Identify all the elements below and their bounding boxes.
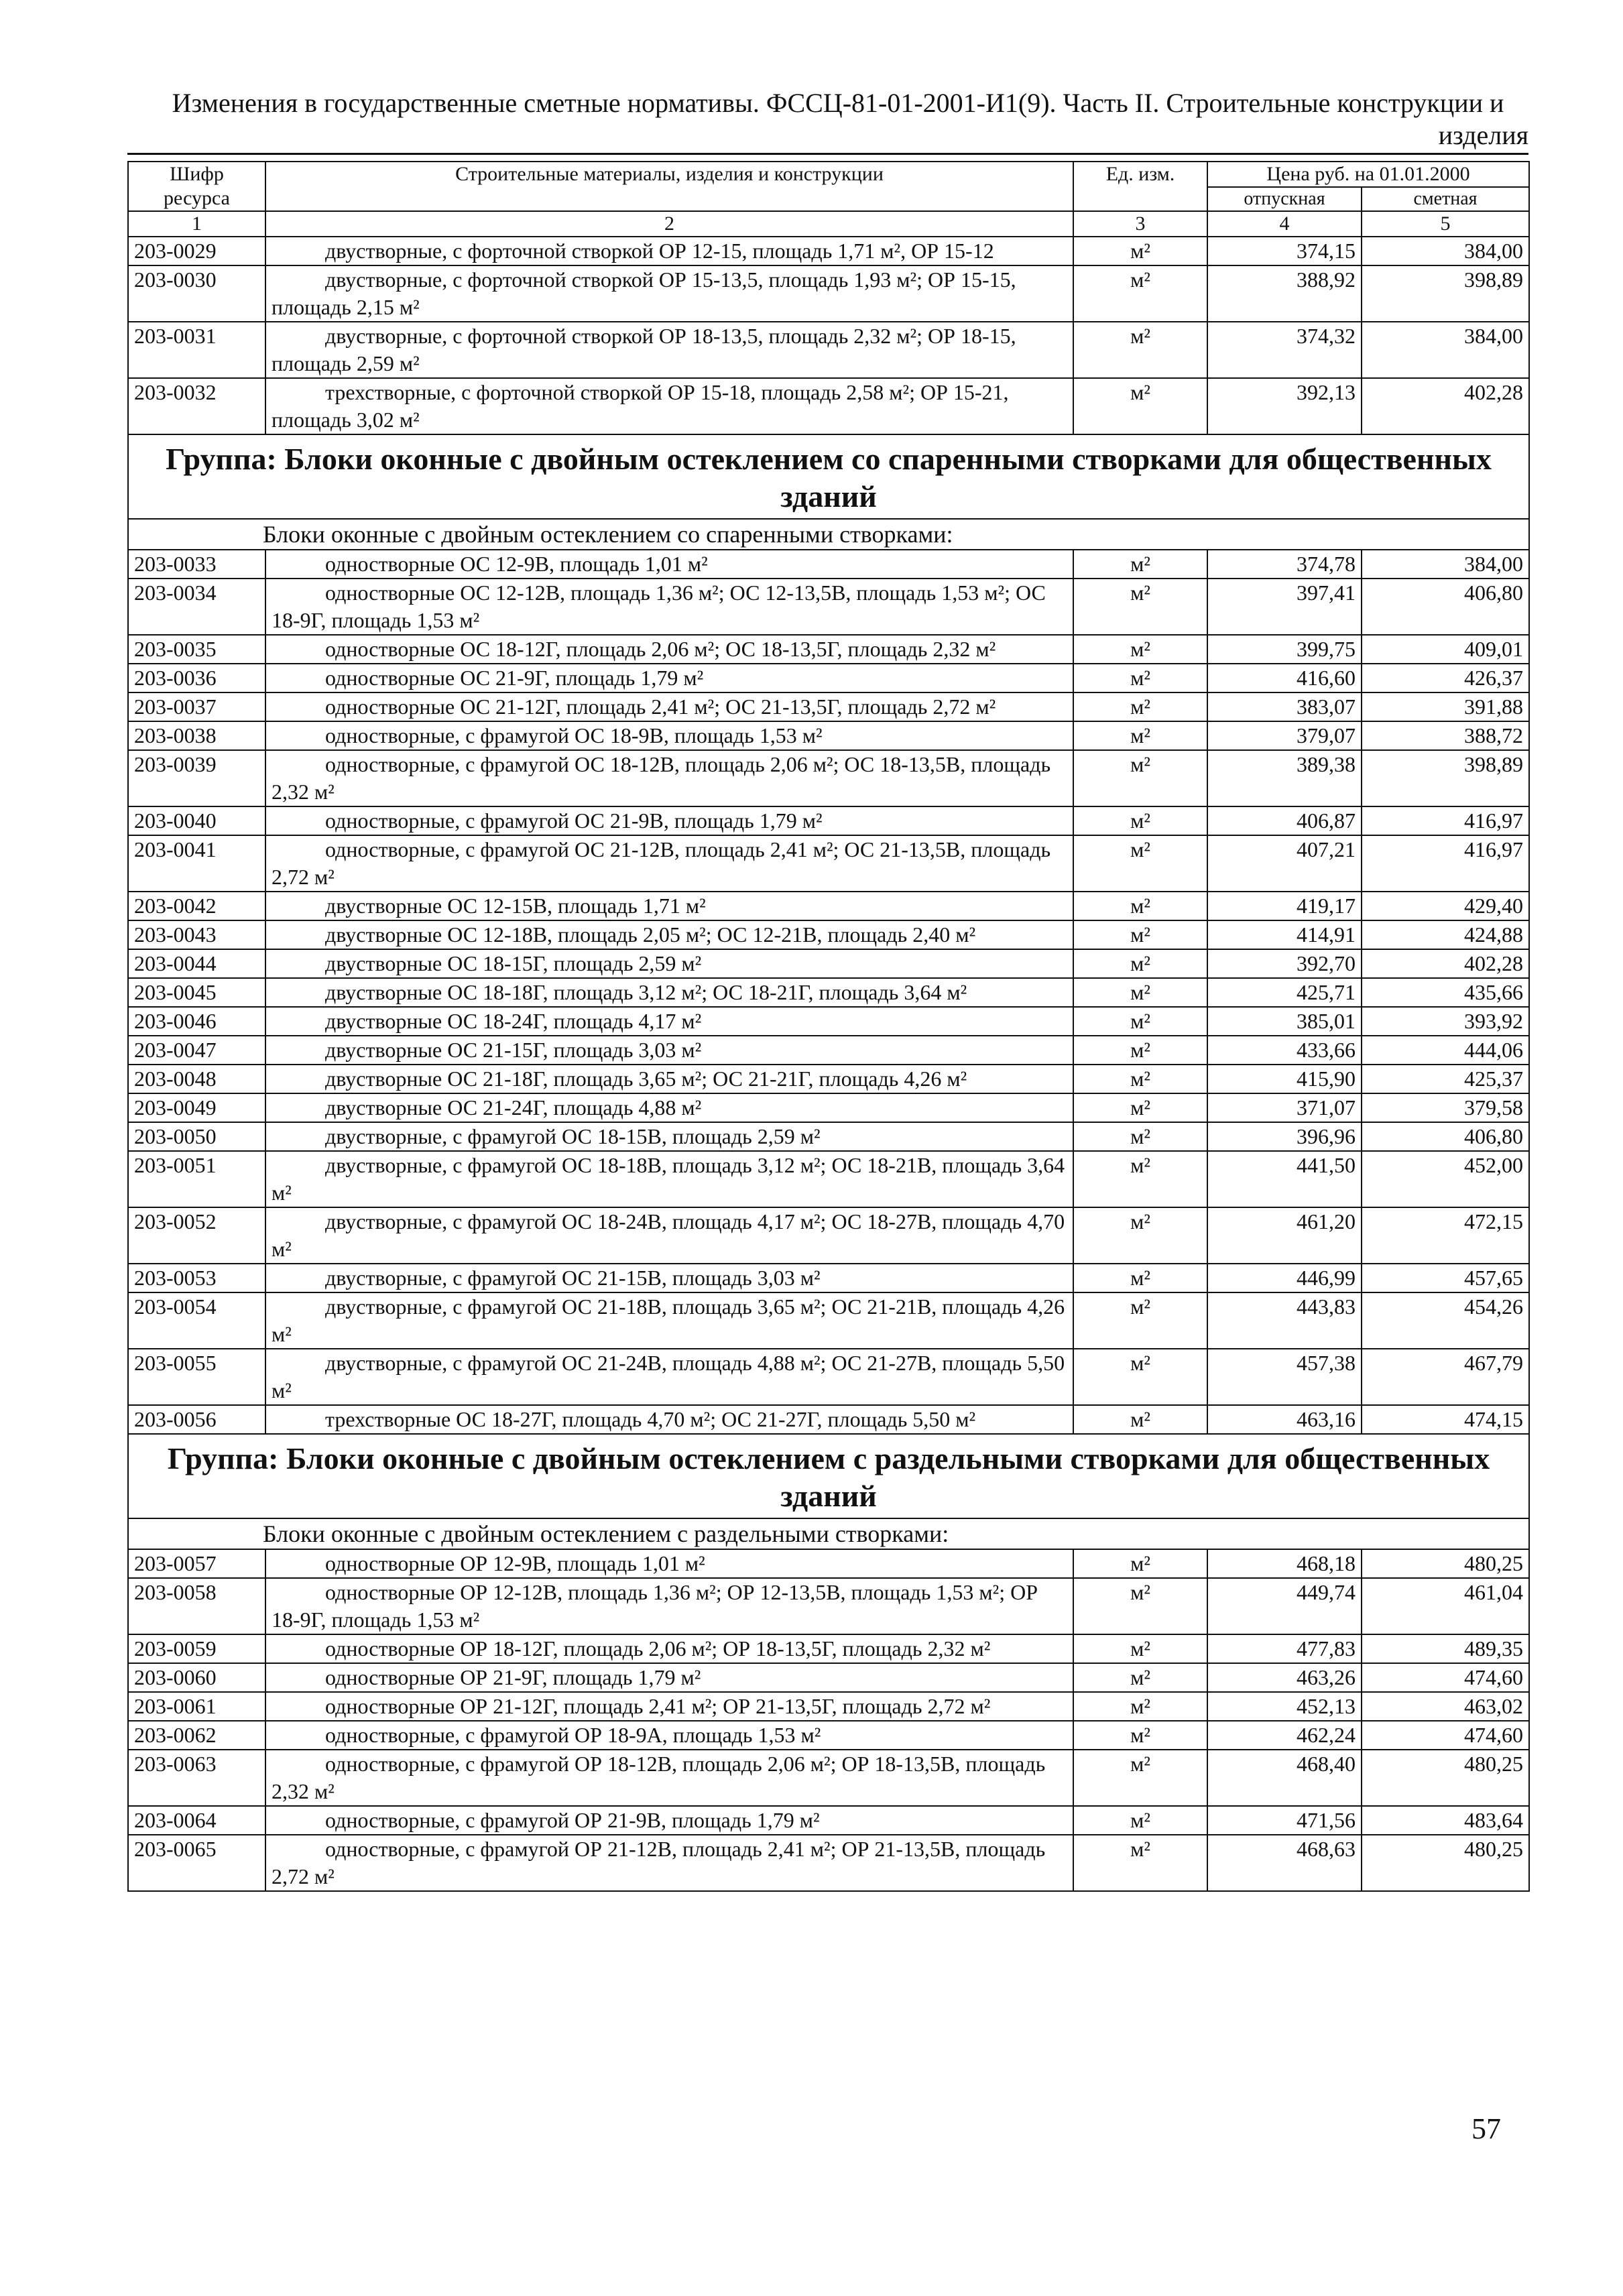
section-rows-b	[128, 550, 1529, 1434]
release-price: 468,18	[1207, 1549, 1362, 1578]
estimate-price: 454,26	[1362, 1292, 1529, 1349]
resource-code: 203-0065	[128, 1835, 265, 1891]
unit: м²	[1073, 1405, 1207, 1434]
unit: м²	[1073, 635, 1207, 664]
price-table	[127, 161, 1530, 1892]
estimate-price: 425,37	[1362, 1065, 1529, 1093]
estimate-price: 480,25	[1362, 1750, 1529, 1806]
table-row	[128, 1405, 1529, 1434]
estimate-price: 489,35	[1362, 1634, 1529, 1663]
table-row	[128, 750, 1529, 806]
item-name: одностворные, с фрамугой ОС 21-9В, площадь 1,79 м²	[265, 806, 1073, 835]
release-price: 389,38	[1207, 750, 1362, 806]
unit: м²	[1073, 920, 1207, 949]
table-row	[128, 664, 1529, 692]
col-header-release: отпускная	[1207, 187, 1362, 211]
resource-code: 203-0055	[128, 1349, 265, 1405]
page-number: 57	[1471, 2112, 1501, 2145]
resource-code: 203-0033	[128, 550, 265, 579]
item-name: одностворные, с фрамугой ОР 18-9А, площадь 1,53 м²	[265, 1721, 1073, 1750]
unit: м²	[1073, 1692, 1207, 1721]
table-row	[128, 1207, 1529, 1264]
table-row	[128, 1750, 1529, 1806]
unit: м²	[1073, 1663, 1207, 1692]
item-name: двустворные ОС 21-24Г, площадь 4,88 м²	[265, 1093, 1073, 1122]
table-row	[128, 635, 1529, 664]
resource-code: 203-0051	[128, 1151, 265, 1207]
resource-code: 203-0030	[128, 265, 265, 322]
release-price: 461,20	[1207, 1207, 1362, 1264]
estimate-price: 402,28	[1362, 378, 1529, 434]
header-line-1: Изменения в государственные сметные нормативы. ФССЦ-81-01-2001-И1(9). Часть II. Строительные конструкции и	[172, 88, 1504, 118]
item-name: одностворные ОС 12-12В, площадь 1,36 м²; ОС 12-13,5В, площадь 1,53 м²; ОС 18-9Г, площадь 1,53 м²	[265, 579, 1073, 635]
table-row	[128, 1122, 1529, 1151]
release-price: 462,24	[1207, 1721, 1362, 1750]
table-row	[128, 1578, 1529, 1634]
item-name: одностворные, с фрамугой ОР 21-9В, площадь 1,79 м²	[265, 1806, 1073, 1835]
estimate-price: 435,66	[1362, 978, 1529, 1007]
estimate-price: 416,97	[1362, 806, 1529, 835]
estimate-price: 429,40	[1362, 892, 1529, 920]
estimate-price: 416,97	[1362, 835, 1529, 892]
resource-code: 203-0049	[128, 1093, 265, 1122]
estimate-price: 398,89	[1362, 750, 1529, 806]
release-price: 457,38	[1207, 1349, 1362, 1405]
table-row	[128, 892, 1529, 920]
estimate-price: 384,00	[1362, 237, 1529, 265]
table-row	[128, 1835, 1529, 1891]
table-row	[128, 1806, 1529, 1835]
table-row	[128, 1036, 1529, 1065]
unit: м²	[1073, 1721, 1207, 1750]
unit: м²	[1073, 265, 1207, 322]
release-price: 392,70	[1207, 949, 1362, 978]
item-name: двустворные ОС 18-18Г, площадь 3,12 м²; ОС 18-21Г, площадь 3,64 м²	[265, 978, 1073, 1007]
estimate-price: 474,60	[1362, 1663, 1529, 1692]
unit: м²	[1073, 664, 1207, 692]
unit: м²	[1073, 1578, 1207, 1634]
item-name: одностворные ОС 21-9Г, площадь 1,79 м²	[265, 664, 1073, 692]
estimate-price: 474,60	[1362, 1721, 1529, 1750]
resource-code: 203-0048	[128, 1065, 265, 1093]
table-row	[128, 1093, 1529, 1122]
item-name: одностворные ОР 21-9Г, площадь 1,79 м²	[265, 1663, 1073, 1692]
resource-code: 203-0047	[128, 1036, 265, 1065]
table-row	[128, 1634, 1529, 1663]
table-row	[128, 1065, 1529, 1093]
column-number: 5	[1362, 211, 1529, 237]
unit: м²	[1073, 237, 1207, 265]
item-name: двустворные, с фрамугой ОС 18-18В, площадь 3,12 м²; ОС 18-21В, площадь 3,64 м²	[265, 1151, 1073, 1207]
estimate-price: 483,64	[1362, 1806, 1529, 1835]
resource-code: 203-0052	[128, 1207, 265, 1264]
item-name: одностворные ОС 12-9В, площадь 1,01 м²	[265, 550, 1073, 579]
estimate-price: 452,00	[1362, 1151, 1529, 1207]
release-price: 371,07	[1207, 1093, 1362, 1122]
item-name: двустворные, с форточной створкой ОР 18-13,5, площадь 2,32 м²; ОР 18-15, площадь 2,59 м²	[265, 322, 1073, 378]
table-row	[128, 1663, 1529, 1692]
unit: м²	[1073, 892, 1207, 920]
item-name: двустворные, с фрамугой ОС 21-18В, площадь 3,65 м²; ОС 21-21В, площадь 4,26 м²	[265, 1292, 1073, 1349]
unit: м²	[1073, 1292, 1207, 1349]
table-row	[128, 550, 1529, 579]
release-price: 419,17	[1207, 892, 1362, 920]
estimate-price: 379,58	[1362, 1093, 1529, 1122]
unit: м²	[1073, 579, 1207, 635]
table-row	[128, 1349, 1529, 1405]
item-name: трехстворные, с форточной створкой ОР 15-18, площадь 2,58 м²; ОР 15-21, площадь 3,02 м²	[265, 378, 1073, 434]
resource-code: 203-0039	[128, 750, 265, 806]
item-name: одностворные ОР 21-12Г, площадь 2,41 м²; ОР 21-13,5Г, площадь 2,72 м²	[265, 1692, 1073, 1721]
unit: м²	[1073, 1549, 1207, 1578]
release-price: 388,92	[1207, 265, 1362, 322]
resource-code: 203-0035	[128, 635, 265, 664]
release-price: 463,26	[1207, 1663, 1362, 1692]
release-price: 471,56	[1207, 1806, 1362, 1835]
release-price: 385,01	[1207, 1007, 1362, 1036]
estimate-price: 384,00	[1362, 322, 1529, 378]
estimate-price: 406,80	[1362, 579, 1529, 635]
resource-code: 203-0043	[128, 920, 265, 949]
release-price: 414,91	[1207, 920, 1362, 949]
unit: м²	[1073, 1835, 1207, 1891]
table-row	[128, 1007, 1529, 1036]
unit: м²	[1073, 721, 1207, 750]
item-name: трехстворные ОС 18-27Г, площадь 4,70 м²; ОС 21-27Г, площадь 5,50 м²	[265, 1405, 1073, 1434]
resource-code: 203-0060	[128, 1663, 265, 1692]
unit: м²	[1073, 1634, 1207, 1663]
estimate-price: 384,00	[1362, 550, 1529, 579]
item-name: одностворные ОС 21-12Г, площадь 2,41 м²; ОС 21-13,5Г, площадь 2,72 м²	[265, 692, 1073, 721]
estimate-price: 426,37	[1362, 664, 1529, 692]
release-price: 449,74	[1207, 1578, 1362, 1634]
release-price: 374,78	[1207, 550, 1362, 579]
estimate-price: 463,02	[1362, 1692, 1529, 1721]
resource-code: 203-0045	[128, 978, 265, 1007]
column-number: 2	[265, 211, 1073, 237]
release-price: 452,13	[1207, 1692, 1362, 1721]
column-number: 4	[1207, 211, 1362, 237]
table-row	[128, 978, 1529, 1007]
resource-code: 203-0054	[128, 1292, 265, 1349]
release-price: 399,75	[1207, 635, 1362, 664]
col-header-code: Шифр ресурса	[128, 162, 265, 211]
item-name: двустворные ОС 18-15Г, площадь 2,59 м²	[265, 949, 1073, 978]
release-price: 406,87	[1207, 806, 1362, 835]
column-number: 1	[128, 211, 265, 237]
item-name: одностворные ОС 18-12Г, площадь 2,06 м²; ОС 18-13,5Г, площадь 2,32 м²	[265, 635, 1073, 664]
item-name: двустворные ОС 21-18Г, площадь 3,65 м²; ОС 21-21Г, площадь 4,26 м²	[265, 1065, 1073, 1093]
release-price: 392,13	[1207, 378, 1362, 434]
release-price: 383,07	[1207, 692, 1362, 721]
table-row	[128, 1151, 1529, 1207]
page-header	[127, 87, 1528, 155]
release-price: 468,63	[1207, 1835, 1362, 1891]
table-row	[128, 949, 1529, 978]
table-row	[128, 237, 1529, 265]
unit: м²	[1073, 835, 1207, 892]
group-title: Группа: Блоки оконные с двойным остеклением с раздельными створками для общественных зданий	[128, 1434, 1529, 1518]
table-row	[128, 1292, 1529, 1349]
table-row	[128, 1264, 1529, 1292]
resource-code: 203-0057	[128, 1549, 265, 1578]
unit: м²	[1073, 1065, 1207, 1093]
release-price: 468,40	[1207, 1750, 1362, 1806]
release-price: 374,15	[1207, 237, 1362, 265]
col-header-name: Строительные материалы, изделия и конструкции	[265, 162, 1073, 211]
unit: м²	[1073, 1207, 1207, 1264]
table-row	[128, 1549, 1529, 1578]
resource-code: 203-0038	[128, 721, 265, 750]
unit: м²	[1073, 322, 1207, 378]
resource-code: 203-0040	[128, 806, 265, 835]
unit: м²	[1073, 1122, 1207, 1151]
estimate-price: 424,88	[1362, 920, 1529, 949]
release-price: 374,32	[1207, 322, 1362, 378]
unit: м²	[1073, 550, 1207, 579]
resource-code: 203-0063	[128, 1750, 265, 1806]
resource-code: 203-0041	[128, 835, 265, 892]
item-name: двустворные, с фрамугой ОС 18-15В, площадь 2,59 м²	[265, 1122, 1073, 1151]
release-price: 415,90	[1207, 1065, 1362, 1093]
item-name: одностворные, с фрамугой ОС 18-9В, площадь 1,53 м²	[265, 721, 1073, 750]
table-row	[128, 322, 1529, 378]
group-subtitle: Блоки оконные с двойным остеклением с раздельными створками:	[128, 1518, 1529, 1549]
col-header-unit: Ед. изм.	[1073, 162, 1207, 211]
item-name: одностворные, с фрамугой ОР 21-12В, площадь 2,41 м²; ОР 21-13,5В, площадь 2,72 м²	[265, 1835, 1073, 1891]
resource-code: 203-0050	[128, 1122, 265, 1151]
release-price: 379,07	[1207, 721, 1362, 750]
estimate-price: 393,92	[1362, 1007, 1529, 1036]
col-header-price: Цена руб. на 01.01.2000	[1207, 162, 1529, 187]
resource-code: 203-0053	[128, 1264, 265, 1292]
estimate-price: 457,65	[1362, 1264, 1529, 1292]
resource-code: 203-0034	[128, 579, 265, 635]
col-header-estimate: сметная	[1362, 187, 1529, 211]
column-number: 3	[1073, 211, 1207, 237]
unit: м²	[1073, 978, 1207, 1007]
unit: м²	[1073, 378, 1207, 434]
estimate-price: 409,01	[1362, 635, 1529, 664]
section-rows-c	[128, 1549, 1529, 1891]
estimate-price: 444,06	[1362, 1036, 1529, 1065]
unit: м²	[1073, 692, 1207, 721]
resource-code: 203-0044	[128, 949, 265, 978]
resource-code: 203-0029	[128, 237, 265, 265]
table-row	[128, 835, 1529, 892]
item-name: одностворные, с фрамугой ОР 18-12В, площадь 2,06 м²; ОР 18-13,5В, площадь 2,32 м²	[265, 1750, 1073, 1806]
item-name: двустворные, с фрамугой ОС 21-24В, площадь 4,88 м²; ОС 21-27В, площадь 5,50 м²	[265, 1349, 1073, 1405]
item-name: двустворные ОС 12-15В, площадь 1,71 м²	[265, 892, 1073, 920]
item-name: одностворные ОР 12-9В, площадь 1,01 м²	[265, 1549, 1073, 1578]
table-row	[128, 1721, 1529, 1750]
estimate-price: 480,25	[1362, 1549, 1529, 1578]
estimate-price: 388,72	[1362, 721, 1529, 750]
estimate-price: 402,28	[1362, 949, 1529, 978]
unit: м²	[1073, 1007, 1207, 1036]
resource-code: 203-0046	[128, 1007, 265, 1036]
release-price: 443,83	[1207, 1292, 1362, 1349]
release-price: 433,66	[1207, 1036, 1362, 1065]
unit: м²	[1073, 1036, 1207, 1065]
resource-code: 203-0042	[128, 892, 265, 920]
table-row	[128, 265, 1529, 322]
table-row	[128, 579, 1529, 635]
table-row	[128, 721, 1529, 750]
release-price: 407,21	[1207, 835, 1362, 892]
header-line-2: изделия	[1438, 120, 1528, 150]
estimate-price: 472,15	[1362, 1207, 1529, 1264]
resource-code: 203-0056	[128, 1405, 265, 1434]
estimate-price: 461,04	[1362, 1578, 1529, 1634]
estimate-price: 467,79	[1362, 1349, 1529, 1405]
unit: м²	[1073, 1349, 1207, 1405]
resource-code: 203-0062	[128, 1721, 265, 1750]
item-name: двустворные, с форточной створкой ОР 12-15, площадь 1,71 м², ОР 15-12	[265, 237, 1073, 265]
item-name: одностворные ОР 18-12Г, площадь 2,06 м²; ОР 18-13,5Г, площадь 2,32 м²	[265, 1634, 1073, 1663]
release-price: 416,60	[1207, 664, 1362, 692]
unit: м²	[1073, 806, 1207, 835]
release-price: 477,83	[1207, 1634, 1362, 1663]
item-name: двустворные, с фрамугой ОС 18-24В, площадь 4,17 м²; ОС 18-27В, площадь 4,70 м²	[265, 1207, 1073, 1264]
resource-code: 203-0058	[128, 1578, 265, 1634]
unit: м²	[1073, 1151, 1207, 1207]
unit: м²	[1073, 1093, 1207, 1122]
column-number-row	[128, 211, 1529, 237]
group-1	[128, 434, 1529, 550]
resource-code: 203-0059	[128, 1634, 265, 1663]
table-row	[128, 806, 1529, 835]
unit: м²	[1073, 949, 1207, 978]
group-title: Группа: Блоки оконные с двойным остеклением со спаренными створками для общественных зданий	[128, 434, 1529, 519]
item-name: одностворные, с фрамугой ОС 18-12В, площадь 2,06 м²; ОС 18-13,5В, площадь 2,32 м²	[265, 750, 1073, 806]
release-price: 397,41	[1207, 579, 1362, 635]
item-name: одностворные, с фрамугой ОС 21-12В, площадь 2,41 м²; ОС 21-13,5В, площадь 2,72 м²	[265, 835, 1073, 892]
item-name: одностворные ОР 12-12В, площадь 1,36 м²; ОР 12-13,5В, площадь 1,53 м²; ОР 18-9Г, площадь 1,53 м²	[265, 1578, 1073, 1634]
item-name: двустворные ОС 21-15Г, площадь 3,03 м²	[265, 1036, 1073, 1065]
resource-code: 203-0032	[128, 378, 265, 434]
resource-code: 203-0064	[128, 1806, 265, 1835]
item-name: двустворные ОС 18-24Г, площадь 4,17 м²	[265, 1007, 1073, 1036]
estimate-price: 406,80	[1362, 1122, 1529, 1151]
table-row	[128, 692, 1529, 721]
release-price: 441,50	[1207, 1151, 1362, 1207]
estimate-price: 480,25	[1362, 1835, 1529, 1891]
table-row	[128, 1692, 1529, 1721]
resource-code: 203-0031	[128, 322, 265, 378]
table-row	[128, 920, 1529, 949]
unit: м²	[1073, 750, 1207, 806]
resource-code: 203-0036	[128, 664, 265, 692]
resource-code: 203-0061	[128, 1692, 265, 1721]
group-subtitle: Блоки оконные с двойным остеклением со спаренными створками:	[128, 519, 1529, 550]
table-row	[128, 378, 1529, 434]
unit: м²	[1073, 1750, 1207, 1806]
release-price: 425,71	[1207, 978, 1362, 1007]
resource-code: 203-0037	[128, 692, 265, 721]
unit: м²	[1073, 1264, 1207, 1292]
estimate-price: 474,15	[1362, 1405, 1529, 1434]
section-rows-a	[128, 237, 1529, 434]
release-price: 463,16	[1207, 1405, 1362, 1434]
release-price: 396,96	[1207, 1122, 1362, 1151]
item-name: двустворные, с фрамугой ОС 21-15В, площадь 3,03 м²	[265, 1264, 1073, 1292]
item-name: двустворные, с форточной створкой ОР 15-13,5, площадь 1,93 м²; ОР 15-15, площадь 2,15 м²	[265, 265, 1073, 322]
unit: м²	[1073, 1806, 1207, 1835]
item-name: двустворные ОС 12-18В, площадь 2,05 м²; ОС 12-21В, площадь 2,40 м²	[265, 920, 1073, 949]
estimate-price: 398,89	[1362, 265, 1529, 322]
release-price: 446,99	[1207, 1264, 1362, 1292]
estimate-price: 391,88	[1362, 692, 1529, 721]
group-2	[128, 1434, 1529, 1549]
